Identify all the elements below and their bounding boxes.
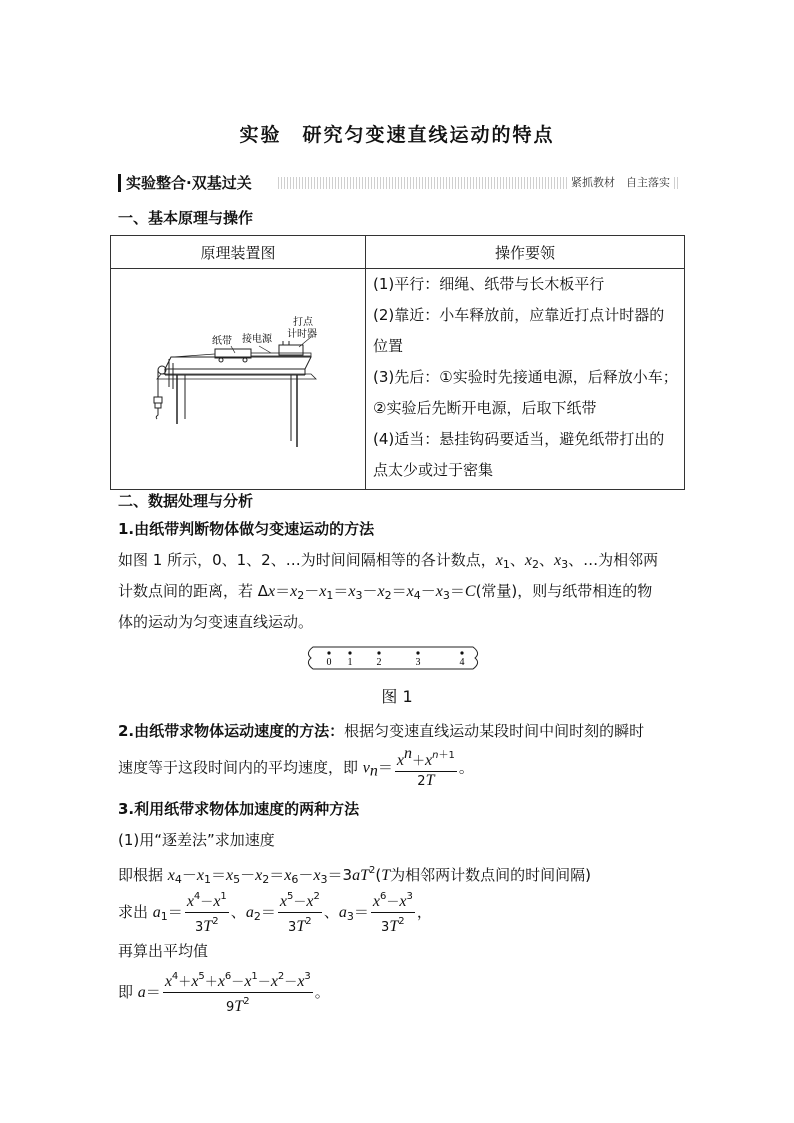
tape-dot [377,651,380,654]
operation-cell [366,269,685,490]
label-tape: 纸带 [212,336,232,347]
s23-avg-line: 即 a＝ $\frac{x^4+x^5+x^6-x^1-x^2-x^3}{9T^2}$ 。 [118,968,678,1017]
apparatus-figure-cell [111,269,366,490]
banner-left-text: 实验整合·双基过关 [118,174,252,192]
op-line: 点太少或过于密集 [373,461,494,479]
tape-figure [305,645,485,671]
section-1-heading: 一、基本原理与操作 [118,209,254,227]
tape-tick-label: 4 [459,657,465,668]
principle-table [110,235,685,490]
s21-line3: 体的运动为匀变速直线运动。 [118,613,314,631]
op-line: (3)先后：①实验时先接通电源，后释放小车； [373,368,678,386]
label-timer-1: 打点 [293,317,313,328]
tape-tick-label: 2 [376,657,382,668]
label-power: 接电源 [242,334,272,345]
tape-tick-label: 1 [347,657,353,668]
section-banner [118,174,678,192]
figure-caption: 图 1 [381,687,413,706]
op-line: ②实验后先断开电源，后取下纸带 [373,399,597,417]
s23-heading: 3.利用纸带求物体加速度的两种方法 [118,800,360,818]
table-header-operation: 操作要领 [366,236,685,269]
page-title: 实验 研究匀变速直线运动的特点 [239,124,555,146]
s21-line2: 计数点间的距离，若 $\Delta x=x_2-x_1=x_3-x_2=x_4-x_3=C$(常量)，则与纸带相连的物 [118,582,653,602]
tape-dot [327,651,330,654]
tape-dot [416,651,419,654]
velocity-fraction: $\frac{xn+x^{n+1}}{2T}$ [396,745,455,789]
s21-heading: 1.由纸带判断物体做匀变速运动的方法 [118,520,375,538]
banner-right-text: 紧抓教材 自主落实 [567,175,674,191]
avg-fraction: $\frac{x^4+x^5+x^6-x^1-x^2-x^3}{9T^2}$ [163,968,313,1017]
op-line: (2)靠近：小车释放前，应靠近打点计时器的 [373,306,665,324]
s22-line2: 速度等于这段时间内的平均速度，即 vn＝ $\frac{xn+x^{n+1}}{2T}$ 。 [118,745,474,789]
tape-tick-label: 3 [415,657,421,668]
s23-qiuchu-line: 求出 $a_1=$ $\frac{x^4-x^1}{3T^2}$ 、$a_2=$ $\frac{x^5-x^2}{3T^2}$ 、$a_3=$ $\frac{x^6-x^3}{3T^2}$ ， [118,888,678,939]
s23-sub1: (1)用“逐差法”求加速度 [118,831,275,849]
tape-dot [460,651,463,654]
op-line: (1)平行：细绳、纸带与长木板平行 [373,275,605,293]
s23-formula-line: 即根据 $x_4-x_1=x_5-x_2=x_6-x_3=3aT^2(T$为相邻两计数点间的时间间隔) [118,865,591,886]
tape-dot [348,651,351,654]
section-2-heading: 二、数据处理与分析 [118,492,254,510]
op-line: 位置 [373,337,404,355]
s21-line1: 如图 1 所示，0、1、2、…为时间间隔相等的各计数点，$x_1$、$x_2$、$x_3$、…为相邻两 [118,551,659,571]
s23-then: 再算出平均值 [118,942,209,960]
label-timer-2: 计时器 [287,329,317,340]
op-line: (4)适当：悬挂钩码要适当，避免纸带打出的 [373,430,665,448]
tape-tick-label: 0 [326,657,332,668]
table-header-apparatus: 原理装置图 [111,236,366,269]
s22-line1: 2.由纸带求物体运动速度的方法：根据匀变速直线运动某段时间中间时刻的瞬时 [118,722,645,740]
apparatus-figure [111,269,363,487]
tape-ticks [327,651,465,668]
